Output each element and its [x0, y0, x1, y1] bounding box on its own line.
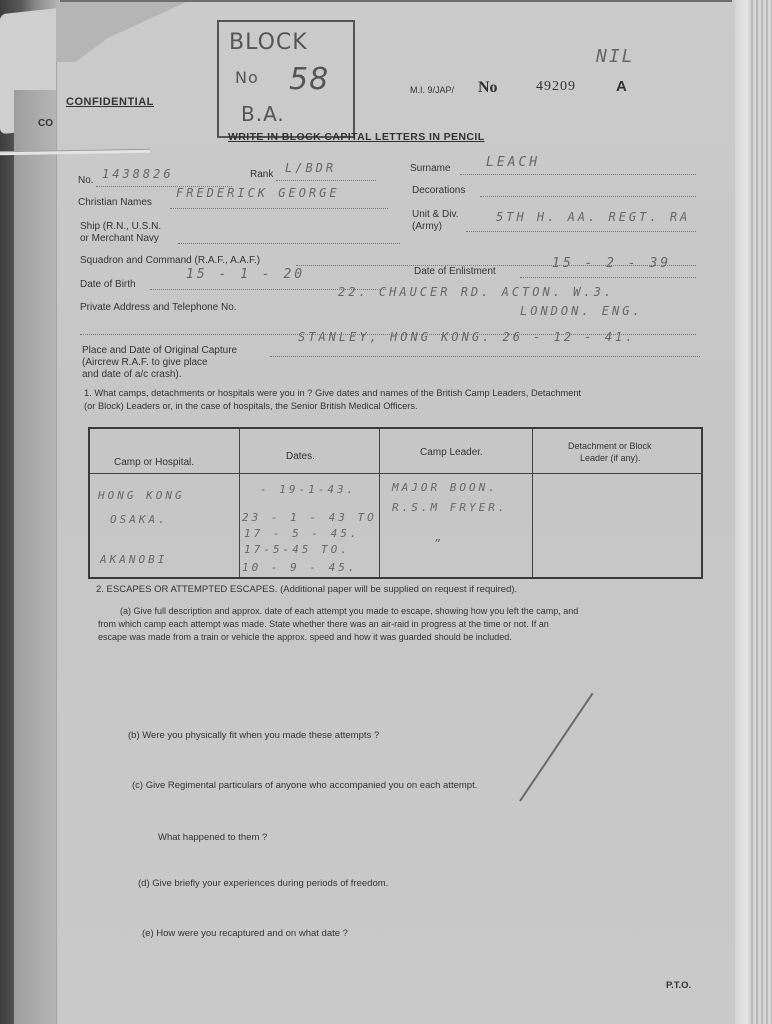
row-5-dates: 10 - 9 - 45. — [242, 561, 358, 574]
enlistment-line — [520, 277, 696, 278]
enlistment-value: 15 - 2 - 39 — [552, 256, 672, 271]
stamp-number: 58 — [289, 62, 330, 97]
dob-label: Date of Birth — [80, 279, 136, 290]
capture-line — [270, 356, 700, 357]
rank-label: Rank — [250, 169, 274, 180]
underlying-page-text: CO — [38, 118, 53, 129]
question-2d: (d) Give briefly your experiences during periods of freedom. — [138, 878, 389, 889]
christian-names-value: FREDERICK GEORGE — [176, 186, 340, 200]
number-label: No — [478, 79, 498, 96]
question-2e: (e) How were you recaptured and on what date ? — [142, 928, 348, 939]
pto-label: P.T.O. — [666, 980, 692, 991]
camps-table — [88, 427, 703, 579]
form-number: 49209 — [536, 79, 576, 94]
squadron-label: Squadron and Command (R.A.F., A.A.F.) — [80, 255, 261, 266]
header-leader: Camp Leader. — [420, 447, 483, 458]
question-2a-line-2: from which camp each attempt was made. State whether there was an air-raid in progress at the time or not. If an — [98, 619, 549, 629]
row-4-camp: AKANOBI — [100, 553, 168, 566]
header-camp: Camp or Hospital. — [114, 457, 195, 468]
rank-value: L/BDR — [285, 161, 337, 175]
row-1-dates: - 19-1-43. — [260, 483, 357, 496]
question-2c: (c) Give Regimental particulars of anyone who accompanied you on each attempt. — [132, 780, 478, 791]
stamp-ba-text: B.A. — [241, 102, 285, 126]
surname-line — [460, 174, 696, 175]
row-4-leader: ” — [434, 537, 444, 550]
unit-line — [466, 231, 696, 232]
ship-label-1: Ship (R.N., U.S.N. — [80, 221, 162, 232]
confidential-label: CONFIDENTIAL — [66, 96, 154, 108]
address-label: Private Address and Telephone No. — [80, 302, 237, 313]
stamp-no-text: No — [235, 68, 259, 87]
row-1-camp: HONG KONG — [98, 489, 185, 502]
surname-label: Surname — [410, 163, 451, 174]
row-4-dates: 17-5-45 TO. — [244, 543, 350, 556]
service-no-label: No. — [78, 175, 94, 186]
decorations-label: Decorations — [412, 185, 466, 196]
unit-value: 5TH H. AA. REGT. RA — [496, 210, 691, 224]
unit-label-2: (Army) — [412, 221, 442, 232]
ship-label-2: or Merchant Navy — [80, 233, 159, 244]
decorations-line — [480, 196, 696, 197]
capture-label-2: (Aircrew R.A.F. to give place — [82, 357, 208, 368]
header-detachment: Detachment or Block — [568, 441, 652, 451]
row-2-leader: R.S.M FRYER. — [392, 501, 508, 514]
capture-label-3: and date of a/c crash). — [82, 369, 182, 380]
row-2-camp: OSAKA. — [110, 513, 168, 526]
page-stack-edge-lines — [748, 0, 772, 1024]
question-1-line-1: 1. What camps, detachments or hospitals were you in ? Give dates and names of the British Camp Leaders, Detachment — [84, 388, 582, 398]
christian-names-label: Christian Names — [78, 197, 152, 208]
header-dates: Dates. — [286, 451, 315, 462]
instruction-text: WRITE IN BLOCK CAPITAL LETTERS IN PENCIL — [228, 131, 485, 143]
row-2-dates: 23 - 1 - 43 TO — [242, 511, 377, 524]
service-no-value: 1438826 — [102, 167, 174, 181]
surname-value: LEACH — [486, 155, 541, 170]
enlistment-label: Date of Enlistment — [414, 266, 496, 277]
stamp-block-text: BLOCK — [229, 30, 308, 55]
question-2a-line-1: (a) Give full description and approx. date of each attempt you made to escape, showing how you left the camp, and — [120, 606, 579, 616]
question-1-line-2: (or Block) Leaders or, in the case of hospitals, the Senior British Medical Officers. — [84, 401, 418, 411]
header-detachment-2: Leader (if any). — [580, 453, 641, 463]
nil-annotation: NIL — [596, 46, 635, 67]
dob-value: 15 - 1 - 20 — [186, 267, 306, 282]
form-suffix: A — [616, 78, 627, 95]
ship-line — [178, 243, 400, 244]
capture-label-1: Place and Date of Original Capture — [82, 345, 238, 356]
question-2-title: 2. ESCAPES OR ATTEMPTED ESCAPES. (Additional paper will be supplied on request if required). — [96, 584, 518, 595]
reference-code: M.I. 9/JAP/ — [410, 85, 455, 95]
unit-label-1: Unit & Div. — [412, 209, 459, 220]
row-3-dates: 17 - 5 - 45. — [244, 527, 360, 540]
block-stamp — [217, 20, 355, 138]
capture-value: STANLEY, HONG KONG. 26 - 12 - 41. — [298, 330, 636, 344]
question-2b: (b) Were you physically fit when you made these attempts ? — [128, 730, 380, 741]
address-line-1: 22. CHAUCER RD. ACTON. W.3. — [338, 285, 615, 299]
christian-names-line — [170, 208, 388, 209]
address-line-2: LONDON. ENG. — [520, 304, 643, 318]
row-1-leader: MAJOR BOON. — [392, 481, 498, 494]
rank-line — [276, 180, 376, 181]
question-2a-line-3: escape was made from a train or vehicle the approx. speed and how it was guarded should be included. — [98, 632, 512, 642]
question-2c-followup: What happened to them ? — [158, 832, 268, 843]
